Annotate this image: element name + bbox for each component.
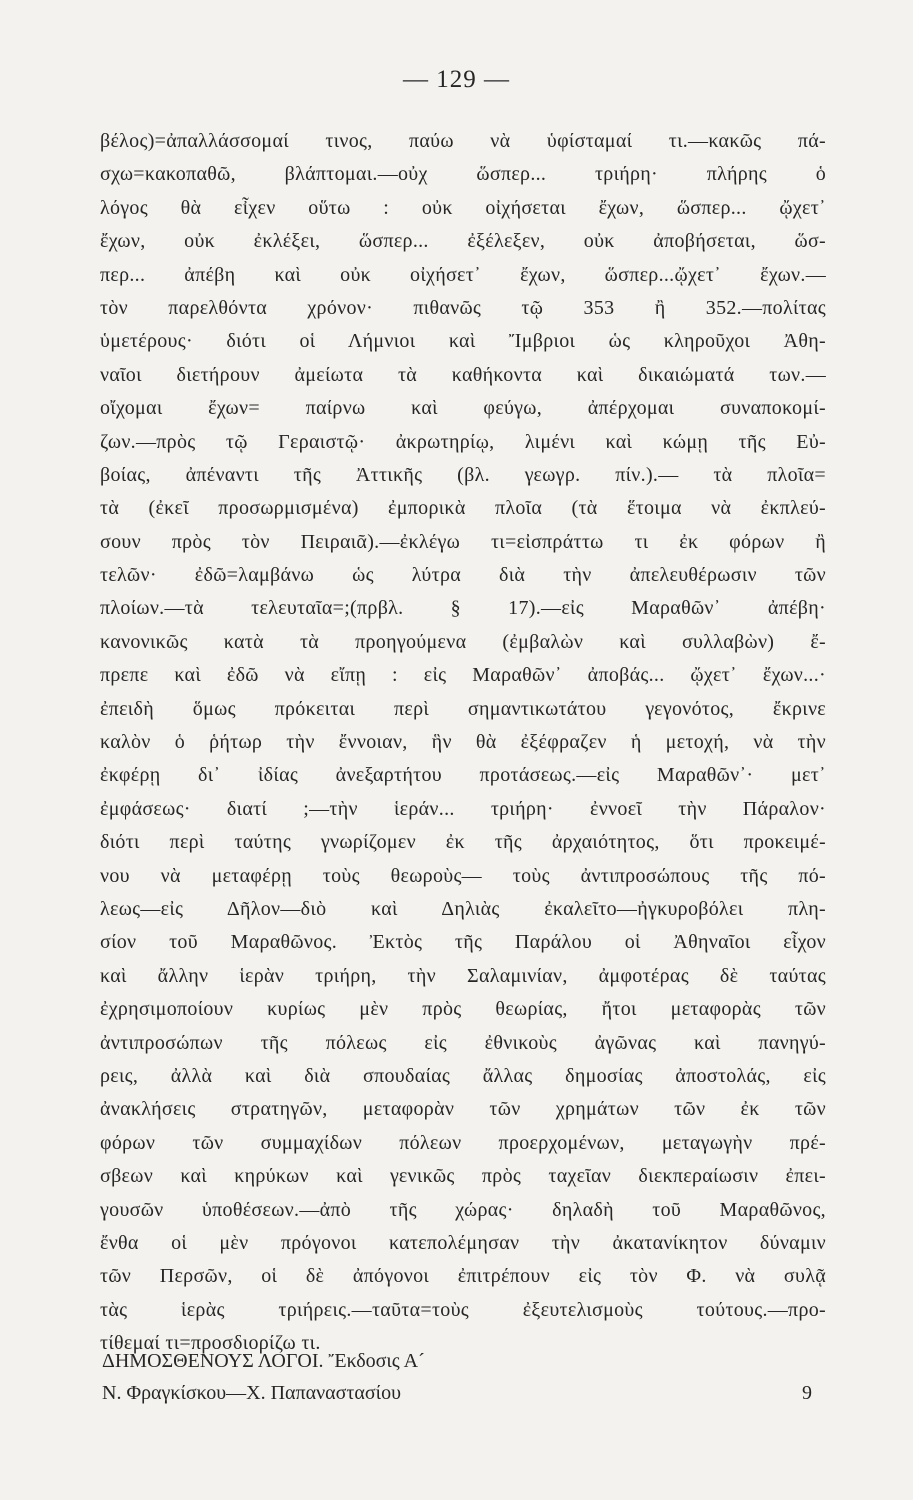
text-line: τὰ (ἐκεῖ προσωρμισμένα) ἐμπορικὰ πλοῖα (τὰ ἕτοιμα νὰ ἐκπλεύ- [100,497,826,520]
text-line: ἐχρησιμοποίουν κυρίως μὲν πρὸς θεωρίας, ἤτοι μεταφορὰς τῶν [100,998,826,1021]
text-line: ἔχων, οὐκ ἐκλέξει, ὥσπερ... ἐξέλεξεν, οὐκ ἀποβήσεται, ὥσ- [100,230,826,253]
text-line: ζων.—πρὸς τῷ Γεραιστῷ· ἀκρωτηρίῳ, λιμένι καὶ κώμῃ τῆς Εὐ- [100,430,826,453]
text-line: καλὸν ὁ ῥήτωρ τὴν ἔννοιαν, ἣν θὰ ἐξέφραζεν ἡ μετοχή, νὰ τὴν [100,731,826,754]
text-line: ἐμφάσεως· διατί ;—τὴν ἱεράν... τριήρη· ἐννοεῖ τὴν Πάραλον· [100,797,826,820]
sheet-number: 9 [802,1382,812,1404]
text-line: ναῖοι διετήρουν ἀμείωτα τὰ καθήκοντα καὶ δικαιώματά των.— [100,363,826,386]
text-line: ἐπειδὴ ὅμως πρόκειται περὶ σημαντικωτάτου γεγονότος, ἔκρινε [100,697,826,720]
text-line: τὸν παρελθόντα χρόνον· πιθανῶς τῷ 353 ἢ 352.—πολίτας [100,296,826,319]
text-line: λόγος θὰ εἶχεν οὕτω : οὐκ οἰχήσεται ἔχων, ὥσπερ... ᾤχετ᾽ [100,196,826,219]
text-line: σβεων καὶ κηρύκων καὶ γενικῶς πρὸς ταχεῖαν διεκπεραίωσιν ἐπει- [100,1165,826,1188]
text-line: καὶ ἄλλην ἱερὰν τριήρη, τὴν Σαλαμινίαν, ἀμφοτέρας δὲ ταύτας [100,964,826,987]
publisher-footer [102,1377,812,1409]
text-line: τελῶν· ἐδῶ=λαμβάνω ὡς λύτρα διὰ τὴν ἀπελευθέρωσιν τῶν [100,564,826,587]
text-line: κανονικῶς κατὰ τὰ προηγούμενα (ἐμβαλὼν καὶ συλλαβὼν) ἔ- [100,630,826,653]
text-line: σίον τοῦ Μαραθῶνος. Ἐκτὸς τῆς Παράλου οἱ Ἀθηναῖοι εἶχον [100,931,826,954]
text-line: ρεις, ἀλλὰ καὶ διὰ σπουδαίας ἄλλας δημοσίας ἀποστολάς, εἰς [100,1064,826,1087]
commentary-text [100,125,826,1360]
book-title-footer: ΔΗΜΟΣΘΕΝΟΥΣ ΛΟΓΟΙ. Ἔκδοσις Α´ [102,1350,425,1372]
text-line: περ... ἀπέβη καὶ οὐκ οἰχήσετ᾽ ἔχων, ὥσπερ...ᾤχετ᾽ ἔχων.— [100,263,826,286]
text-line: γουσῶν ὑποθέσεων.—ἀπὸ τῆς χώρας· δηλαδὴ τοῦ Μαραθῶνος, [100,1198,826,1221]
text-line: ἀντιπροσώπων τῆς πόλεως εἰς ἐθνικοὺς ἀγῶνας καὶ πανηγύ- [100,1031,826,1054]
text-line: τίθεμαί τι=προσδιορίζω τι. [100,1332,321,1355]
text-line: σχω=κακοπαθῶ, βλάπτομαι.—οὐχ ὥσπερ... τριήρη· πλήρης ὁ [100,163,826,186]
text-line: ἔνθα οἱ μὲν πρόγονοι κατεπολέμησαν τὴν ἀκατανίκητον δύναμιν [100,1231,826,1254]
text-line: λεως—εἰς Δῆλον—διὸ καὶ Δηλιὰς ἐκαλεῖτο—ἠγκυροβόλει πλη- [100,897,826,920]
text-line: τὰς ἱερὰς τριήρεις.—ταῦτα=τοὺς ἐξευτελισμοὺς τούτους.—προ- [100,1298,826,1321]
text-line: βοίας, ἀπέναντι τῆς Ἀττικῆς (βλ. γεωγρ. πίν.).— τὰ πλοῖα= [100,463,826,486]
text-line: φόρων τῶν συμμαχίδων πόλεων προερχομένων, μεταγωγὴν πρέ- [100,1131,826,1154]
publisher-names: Ν. Φραγκίσκου—Χ. Παπαναστασίου [102,1382,401,1404]
text-line: ἀνακλήσεις στρατηγῶν, μεταφορὰν τῶν χρημάτων τῶν ἐκ τῶν [100,1098,826,1121]
text-line: σουν πρὸς τὸν Πειραιᾶ).—ἐκλέγω τι=εἰσπράττω τι ἐκ φόρων ἢ [100,530,826,553]
text-line: τῶν Περσῶν, οἱ δὲ ἀπόγονοι ἐπιτρέπουν εἰς τὸν Φ. νὰ συλᾷ [100,1265,826,1288]
text-line: πρεπε καὶ ἐδῶ νὰ εἴπῃ : εἰς Μαραθῶν᾽ ἀποβάς... ᾤχετ᾽ ἔχων...· [100,664,826,687]
text-line: ὑμετέρους· διότι οἱ Λήμνιοι καὶ Ἴμβριοι ὡς κληροῦχοι Ἀθη- [100,330,826,353]
text-line: ἐκφέρῃ δι᾽ ἰδίας ἀνεξαρτήτου προτάσεως.—εἰς Μαραθῶν᾽· μετ᾽ [100,764,826,787]
page-number: — 129 — [403,66,510,93]
text-line: πλοίων.—τὰ τελευταῖα=;(πρβλ. § 17).—εἰς Μαραθῶν᾽ ἀπέβη· [100,597,826,620]
text-line: βέλος)=ἀπαλλάσσομαί τινος, παύω νὰ ὑφίσταμαί τι.—κακῶς πά- [100,130,826,152]
text-line: οἴχομαι ἔχων= παίρνω καὶ φεύγω, ἀπέρχομαι συναποκομί- [100,397,826,420]
text-line: διότι περὶ ταύτης γνωρίζομεν ἐκ τῆς ἀρχαιότητος, ὅτι προκειμέ- [100,831,826,854]
text-line: νου νὰ μεταφέρῃ τοὺς θεωροὺς— τοὺς ἀντιπροσώπους τῆς πό- [100,864,826,887]
